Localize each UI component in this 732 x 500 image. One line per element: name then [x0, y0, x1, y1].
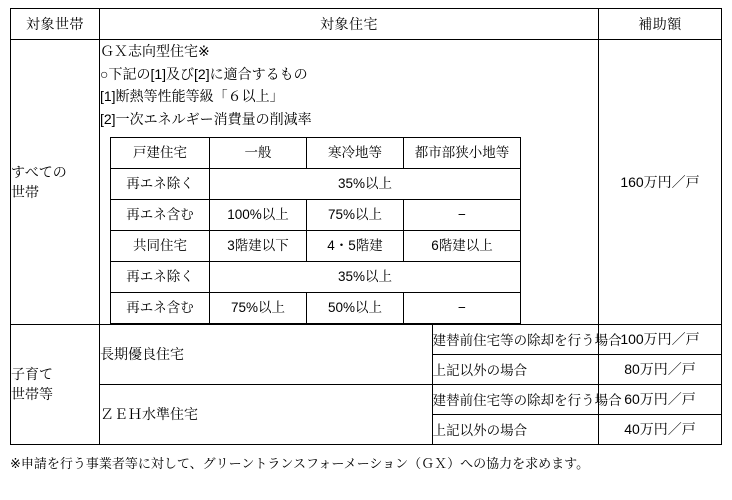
- cell-subsidy-long-life-other: 80万円／戸: [599, 354, 722, 384]
- table-header-row: [11, 9, 722, 40]
- spec-value-apartment-incl-3: 75%以上: [210, 292, 307, 323]
- spec-value-apartment-incl-6: −: [404, 292, 521, 323]
- table-header: [11, 9, 722, 40]
- gx-desc-line-3: [1]断熱等性能等級「６以上」: [100, 88, 284, 105]
- cell-subsidy-zeh-other: 40万円／戸: [599, 414, 722, 444]
- spec-row-apartment-incl: [111, 292, 521, 323]
- gx-spec-table: [110, 137, 521, 324]
- table-row: [11, 384, 722, 414]
- spec-value-detached-incl-cold: 75%以上: [307, 199, 404, 230]
- cell-housing-zeh: ＺＥＨ水準住宅: [100, 384, 433, 444]
- household-childrearing-line1: 子育て: [11, 365, 53, 382]
- footnote: ※申請を行う事業者等に対して、グリーントランスフォーメーション（ＧＸ）への協力を求めます。: [10, 455, 590, 471]
- spec-col-general: 一般: [210, 137, 307, 168]
- column-header-household: 対象世帯: [11, 9, 100, 40]
- spec-row-apartment-excl: [111, 261, 521, 292]
- spec-label-detached: 戸建住宅: [111, 137, 210, 168]
- table-row: [11, 40, 722, 325]
- subsidy-table: [10, 8, 722, 445]
- spec-col-floors-3-or-less: 3階建以下: [210, 230, 307, 261]
- spec-row-detached-header: [111, 137, 521, 168]
- spec-label-apartment-incl-renewable: 再エネ含む: [111, 292, 210, 323]
- spec-value-detached-excl: 35%以上: [210, 168, 521, 199]
- spec-label-apartment-excl-renewable: 再エネ除く: [111, 261, 210, 292]
- cell-gx-description: [100, 40, 599, 325]
- spec-row-detached-excl: [111, 168, 521, 199]
- spec-row-apartment-header: [111, 230, 521, 261]
- spec-col-cold-region: 寒冷地等: [307, 137, 404, 168]
- spec-row-detached-incl: [111, 199, 521, 230]
- spec-col-urban-small: 都市部狭小地等: [404, 137, 521, 168]
- spec-label-apartment: 共同住宅: [111, 230, 210, 261]
- household-all-line1: すべての: [11, 163, 67, 180]
- spec-value-apartment-excl: 35%以上: [210, 261, 521, 292]
- column-header-housing: 対象住宅: [100, 9, 599, 40]
- gx-desc-line-4: [2]一次エネルギー消費量の削減率: [100, 111, 312, 128]
- cell-subsidy-gx: 160万円／戸: [599, 40, 722, 325]
- spec-label-incl-renewable: 再エネ含む: [111, 199, 210, 230]
- column-header-subsidy: 補助額: [599, 9, 722, 40]
- cell-household-childrearing: [11, 324, 100, 444]
- cell-condition-zeh-demolition: 建替前住宅等の除却を行う場合: [432, 384, 598, 414]
- cell-condition-long-life-other: 上記以外の場合: [432, 354, 598, 384]
- table-body: [11, 40, 722, 445]
- gx-desc-line-2: ○下記の[1]及び[2]に適合するもの: [100, 65, 308, 82]
- gx-desc-line-1: ＧＸ志向型住宅※: [100, 43, 210, 59]
- cell-condition-long-life-demolition: 建替前住宅等の除却を行う場合: [432, 324, 598, 354]
- household-childrearing-line2: 世帯等: [11, 386, 53, 403]
- spec-col-floors-6-or-more: 6階建以上: [404, 230, 521, 261]
- spec-value-apartment-incl-45: 50%以上: [307, 292, 404, 323]
- cell-subsidy-long-life-demolition: 100万円／戸: [599, 324, 722, 354]
- spec-col-floors-4-5: 4・5階建: [307, 230, 404, 261]
- household-all-line2: 世帯: [11, 183, 39, 200]
- table-row: [11, 324, 722, 354]
- spec-label-excl-renewable: 再エネ除く: [111, 168, 210, 199]
- spec-value-detached-incl-general: 100%以上: [210, 199, 307, 230]
- cell-subsidy-zeh-demolition: 60万円／戸: [599, 384, 722, 414]
- cell-condition-zeh-other: 上記以外の場合: [432, 414, 598, 444]
- cell-housing-long-life: 長期優良住宅: [100, 324, 433, 384]
- spec-value-detached-incl-urban: −: [404, 199, 521, 230]
- cell-household-all: [11, 40, 100, 325]
